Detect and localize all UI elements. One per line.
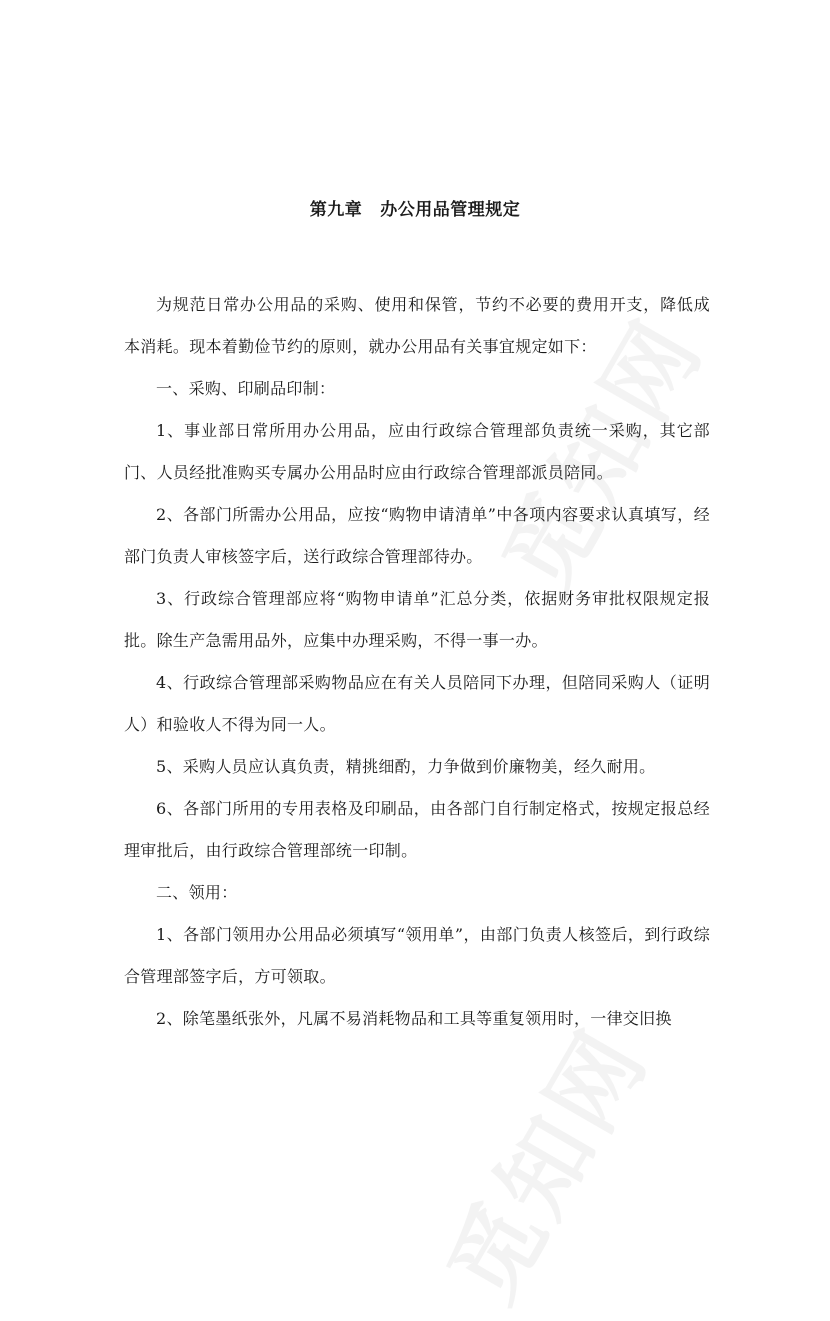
clause-paragraph: 1、各部门领用办公用品必须填写“领用单”，由部门负责人核签后，到行政综合管理部签字后，方可领取。	[124, 925, 710, 986]
intro-paragraph: 为规范日常办公用品的采购、使用和保管，节约不必要的费用开支，降低成本消耗。现本着勤俭节约的原则，就办公用品有关事宜规定如下：	[124, 295, 710, 356]
section-heading-requisition: 二、领用：	[156, 883, 238, 902]
clause-paragraph: 6、各部门所用的专用表格及印刷品，由各部门自行制定格式，按规定报总经理审批后，由行政综合管理部统一印制。	[124, 799, 710, 860]
watermark	[411, 1001, 672, 1321]
clause-paragraph: 4、行政综合管理部采购物品应在有关人员陪同下办理，但陪同采购人（证明人）和验收人不得为同一人。	[124, 673, 710, 734]
clause-paragraph: 2、除笔墨纸张外，凡属不易消耗物品和工具等重复领用时，一律交旧换	[156, 1009, 672, 1028]
clause-paragraph: 2、各部门所需办公用品，应按“购物申请清单”中各项内容要求认真填写，经部门负责人审核签字后，送行政综合管理部待办。	[124, 505, 710, 566]
clause-paragraph: 3、行政综合管理部应将“购物申请单”汇总分类，依据财务审批权限规定报批。除生产急需用品外，应集中办理采购，不得一事一办。	[124, 589, 710, 650]
page-title	[0, 197, 830, 223]
chapter-number: 第九章	[309, 200, 363, 220]
clause-paragraph: 1、事业部日常所用办公用品，应由行政综合管理部负责统一采购，其它部门、人员经批准购买专属办公用品时应由行政综合管理部派员陪同。	[124, 421, 710, 482]
document-body	[124, 284, 710, 1040]
chapter-title: 办公用品管理规定	[380, 200, 521, 220]
clause-paragraph: 5、采购人员应认真负责，精挑细酌，力争做到价廉物美，经久耐用。	[156, 757, 656, 776]
section-heading-procurement: 一、采购、印刷品印制：	[156, 379, 336, 398]
